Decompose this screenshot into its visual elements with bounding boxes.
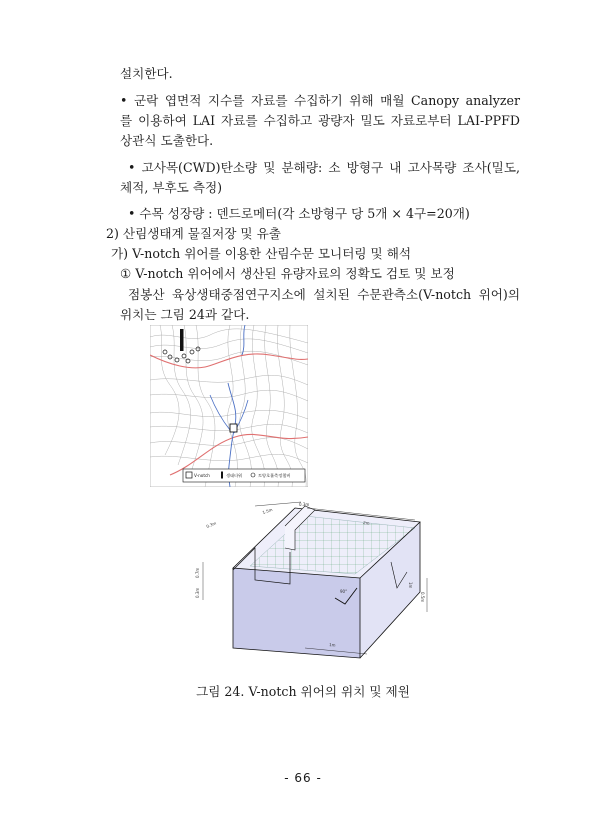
- page-number: - 66 -: [284, 771, 322, 785]
- text-line-2: • 군락 엽면적 지수를 자료를 수집하기 위해 매월 Canopy analyzer: [120, 93, 520, 108]
- text-line-11: 점봉산 육상생태중점연구지소에 설치된 수문관측소(V-notch 위어)의: [128, 287, 520, 302]
- legend-vnotch-label: V-notch: [194, 473, 210, 478]
- dim-width-label: 1.5m: [261, 507, 274, 515]
- dim-notch-height-label: 1m: [408, 582, 413, 589]
- dim-right-height-label: 0.5m: [420, 592, 425, 603]
- subsection-heading: 가) V-notch 위어를 이용한 산림수문 모니터링 및 해석: [111, 246, 412, 261]
- text-line-4: 상관식 도출한다.: [120, 133, 214, 148]
- figure-caption: 그림 24. V-notch 위어의 위치 및 제원: [196, 684, 410, 699]
- legend-tower-label: 생태타워: [226, 473, 243, 478]
- dim-step-label: 0.3m: [195, 587, 200, 598]
- section-heading: 2) 산림생태계 물질저장 및 유출: [106, 226, 281, 241]
- dim-depth-top-label: 0.3m: [299, 502, 310, 507]
- tower-legend-icon: [221, 472, 223, 479]
- dim-bottom-label: 1m: [328, 642, 336, 648]
- item-heading: ① V-notch 위어에서 생산된 유량자료의 정확도 검토 및 보정: [120, 266, 455, 281]
- dim-length-label: 2m: [362, 520, 370, 526]
- text-line-12: 위치는 그림 24과 같다.: [120, 307, 250, 322]
- legend-chamber-label: 토양호흡측정챔버: [258, 473, 291, 478]
- text-line-7: • 수목 성장량 : 덴드로메터(각 소방형구 당 5개 × 4구=20개): [128, 206, 470, 221]
- text-line-6: 체적, 부후도 측정): [120, 180, 223, 195]
- text-line-1: 설치한다.: [120, 66, 173, 81]
- map-legend: [183, 469, 305, 482]
- dim-height-label: 0.7m: [195, 567, 200, 578]
- text-line-3: 를 이용하여 LAI 자료를 수집하고 광량자 밀도 자료로부터 LAI-PPFD: [120, 113, 520, 128]
- topographic-map: [150, 325, 308, 487]
- vnotch-legend-icon: [186, 472, 192, 478]
- notch-angle-label: 90°: [340, 589, 348, 594]
- text-line-5: • 고사목(CWD)탄소량 및 분해량: 소 방형구 내 고사목량 조사(밀도,: [128, 160, 520, 175]
- vnotch-weir-diagram: [195, 500, 435, 660]
- dim-left-label: 0.3m: [205, 520, 217, 529]
